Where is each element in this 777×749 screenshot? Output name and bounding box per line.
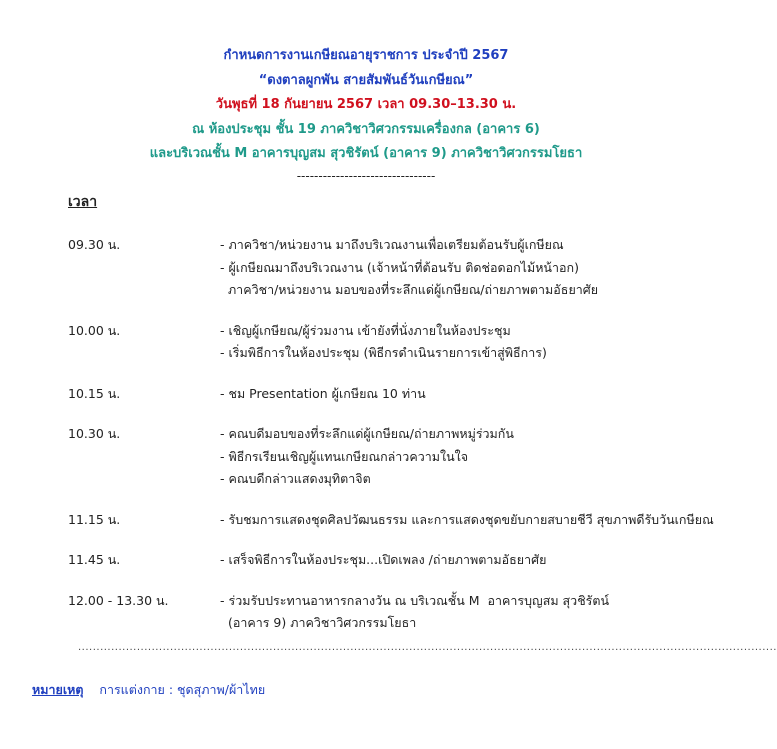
schedule-activities [220,383,728,406]
document-header [0,44,732,185]
schedule-activities [220,549,728,572]
schedule-time: 11.45 น. [68,552,121,567]
schedule-activity: - คณบดีกล่าวแสดงมุทิตาจิต [220,471,371,486]
schedule-time: 12.00 - 13.30 น. [68,592,169,608]
schedule-activity: - เริ่มพิธีการในห้องประชุม (พิธีกรดำเนินรายการเข้าสู่พิธีการ) [220,345,547,360]
schedule-activity: - คณบดีมอบของที่ระลึกแด่ผู้เกษียณ/ถ่ายภาพหมู่ร่วมกัน [220,426,514,441]
schedule-row [68,549,728,572]
header-title: กำหนดการงานเกษียณอายุราชการ ประจำปี 2567 [223,48,509,63]
dotted-divider: .............................................................................................................................................................................................. [78,642,777,653]
header-venue-secondary: และบริเวณชั้น M อาคารบุญสม สุวชิรัตน์ (อาคาร 9) ภาควิชาวิศวกรรมโยธา [149,146,583,161]
schedule-activities [220,423,728,491]
schedule-activity: - ชม Presentation ผู้เกษียณ 10 ท่าน [220,385,426,401]
schedule-activity: - เชิญผู้เกษียณ/ผู้ร่วมงาน เข้ายังที่นั่งภายในห้องประชุม [220,322,511,338]
schedule-time: 10.30 น. [68,426,121,441]
schedule-activities [220,234,728,302]
note-label: หมายเหตุ [32,682,84,697]
schedule-activity: - เสร็จพิธีการในห้องประชุม...เปิดเพลง /ถ่ายภาพตามอัธยาศัย [220,552,547,567]
schedule-row [68,383,728,406]
schedule-row [68,234,728,302]
header-theme: “ดงตาลผูกพัน สายสัมพันธ์วันเกษียณ” [258,72,474,88]
schedule-time: 10.00 น. [68,322,121,338]
schedule-row [68,509,728,532]
header-venue: ณ ห้องประชุม ชั้น 19 ภาควิชาวิศวกรรมเครื่องกล (อาคาร 6) [192,121,540,137]
schedule-time: 11.15 น. [68,511,121,527]
schedule-activity: - ผู้เกษียณมาถึงบริเวณงาน (เจ้าหน้าที่ต้อนรับ ติดช่อดอกไม้หน้าอก) [220,259,579,275]
schedule-activities [220,590,728,635]
schedule-activities [220,509,728,532]
schedule-row [68,423,728,491]
schedule-list [68,234,777,653]
schedule-activity: - พิธีกรเรียนเชิญผู้แทนเกษียณกล่าวความในใจ [220,448,469,464]
note-text: การแต่งกาย : ชุดสุภาพ/ผ้าไทย [99,682,266,697]
time-heading: เวลา [68,194,98,210]
schedule-row [68,320,728,365]
header-date: วันพุธที่ 18 กันยายน 2567 เวลา 09.30–13.30 น. [215,97,517,112]
schedule-activity: - รับชมการแสดงชุดศิลปวัฒนธรรม และการแสดงชุดขยับกายสบายชีวี สุขภาพดีรับวันเกษียณ [220,511,714,527]
schedule-activity: (อาคาร 9) ภาควิชาวิศวกรรมโยธา [220,615,417,630]
schedule-activity: - ภาควิชา/หน่วยงาน มาถึงบริเวณงานเพื่อเตรียมต้อนรับผู้เกษียณ [220,237,564,252]
header-separator: -------------------------------- [296,168,436,183]
schedule-time: 09.30 น. [68,237,121,252]
note [32,680,265,700]
schedule-row [68,590,728,635]
schedule-activity: - ร่วมรับประทานอาหารกลางวัน ณ บริเวณชั้น M อาคารบุญสม สุวชิรัตน์ [220,592,610,608]
schedule-activity: ภาควิชา/หน่วยงาน มอบของที่ระลึกแด่ผู้เกษียณ/ถ่ายภาพตามอัธยาศัย [220,282,599,297]
schedule-time: 10.15 น. [68,385,121,401]
schedule-activities [220,320,728,365]
